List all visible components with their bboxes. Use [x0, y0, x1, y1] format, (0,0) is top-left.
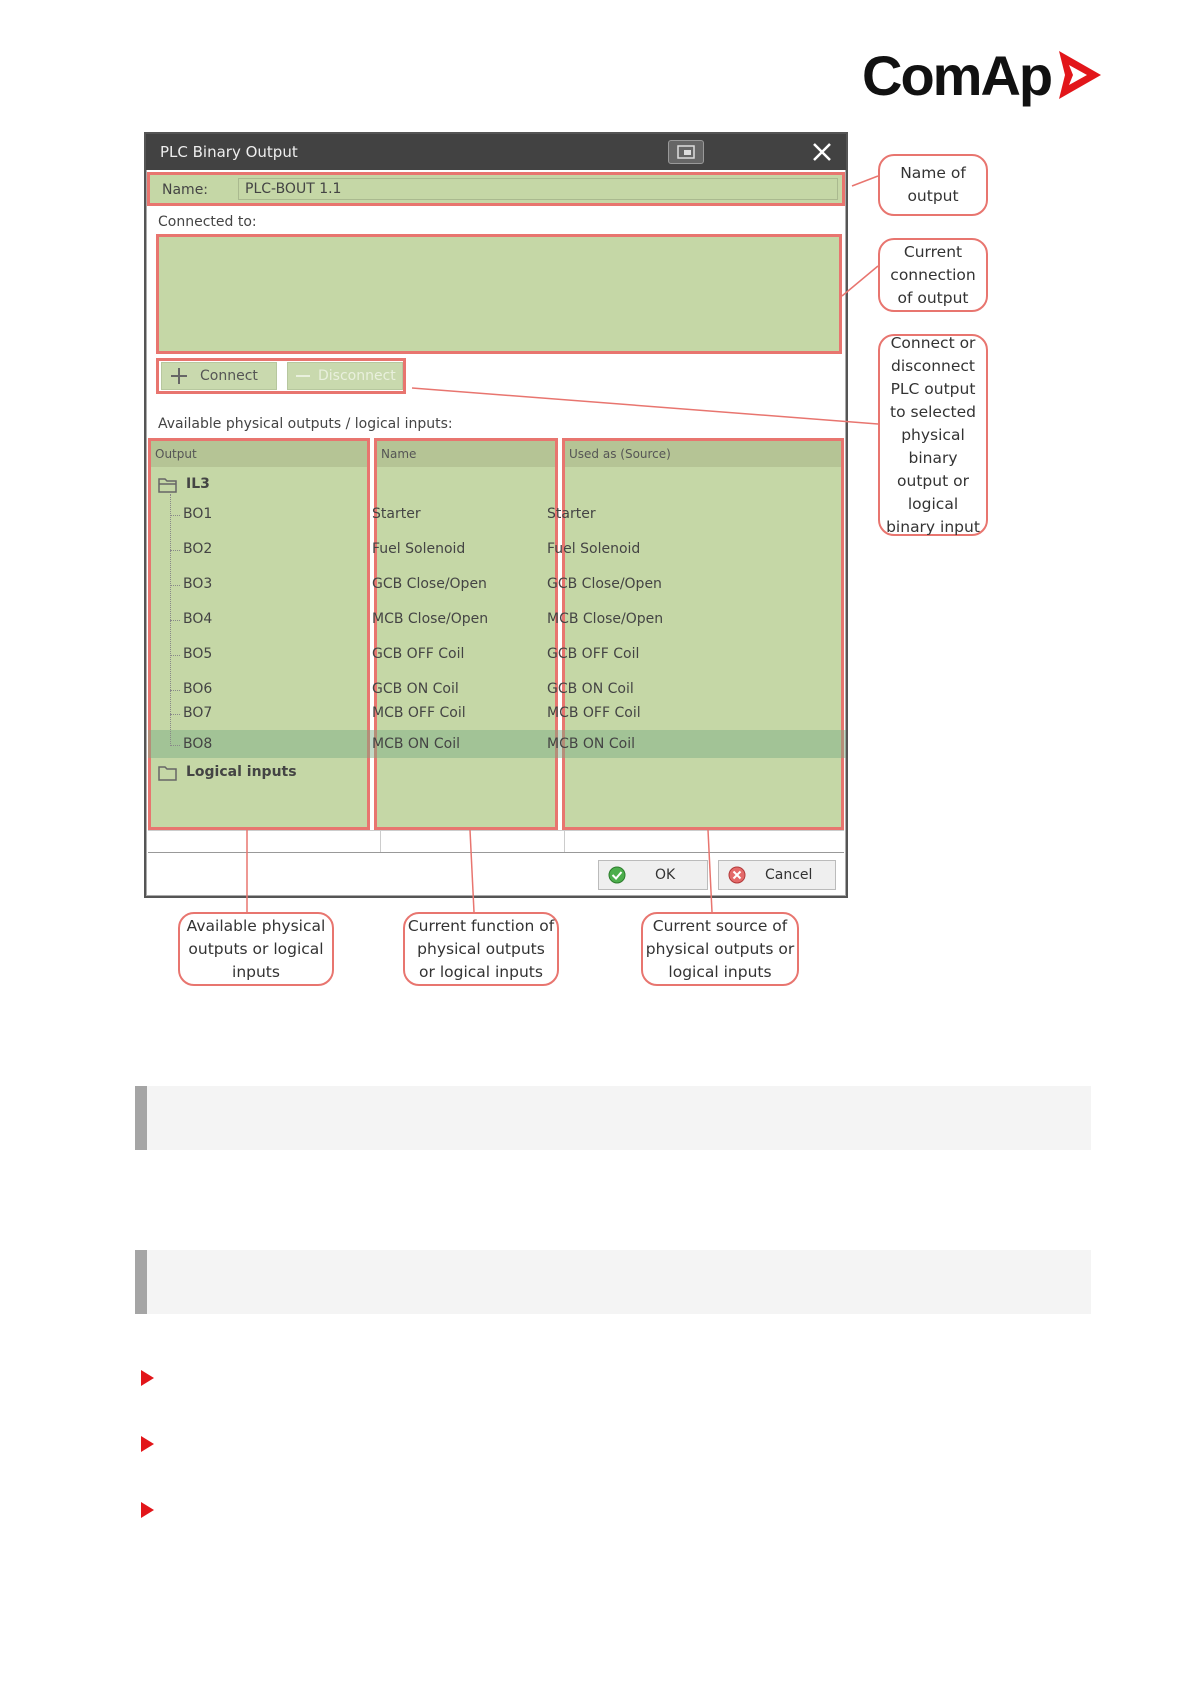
row-output: BO7: [183, 705, 213, 721]
column-header-name[interactable]: Name: [377, 441, 555, 467]
note-box: [135, 1086, 1091, 1150]
ok-label: OK: [655, 867, 676, 883]
row-output: BO3: [183, 576, 213, 592]
row-name: MCB Close/Open: [372, 611, 489, 627]
bullet-arrow-icon: [141, 1370, 154, 1386]
row-output: BO5: [183, 646, 213, 662]
row-output: BO2: [183, 541, 213, 557]
row-name: GCB OFF Coil: [372, 646, 465, 662]
row-output: BO1: [183, 506, 213, 522]
name-label: Name:: [162, 182, 209, 198]
callout-available: Available physical outputs or logical inputs: [178, 912, 334, 986]
column-header-output[interactable]: Output: [151, 441, 367, 467]
row-name: MCB ON Coil: [372, 736, 460, 752]
row-name: GCB Close/Open: [372, 576, 487, 592]
row-used-as: MCB OFF Coil: [547, 705, 641, 721]
note-box: [135, 1250, 1091, 1314]
dialog-title: PLC Binary Output: [160, 143, 298, 161]
name-value: PLC-BOUT 1.1: [245, 181, 342, 197]
row-used-as: GCB ON Coil: [547, 681, 634, 697]
row-name: Fuel Solenoid: [372, 541, 466, 557]
disconnect-label: Disconnect: [318, 368, 396, 384]
callout-current-source: Current source of physical outputs or logical inputs: [641, 912, 799, 986]
connected-to-label: Connected to:: [158, 214, 257, 230]
row-used-as: GCB Close/Open: [547, 576, 662, 592]
bullet-arrow-icon: [141, 1436, 154, 1452]
group-il3[interactable]: IL3: [186, 476, 210, 492]
row-output: BO6: [183, 681, 213, 697]
row-used-as: MCB Close/Open: [547, 611, 664, 627]
logo-text: ComAp: [862, 43, 1052, 107]
row-used-as: MCB ON Coil: [547, 736, 635, 752]
bullet-arrow-icon: [141, 1502, 154, 1518]
row-used-as: Fuel Solenoid: [547, 541, 641, 557]
row-name: Starter: [372, 506, 421, 522]
connect-label: Connect: [200, 368, 258, 384]
row-name: GCB ON Coil: [372, 681, 459, 697]
column-header-used-as[interactable]: Used as (Source): [565, 441, 841, 467]
row-output: BO4: [183, 611, 213, 627]
group-logical-inputs[interactable]: Logical inputs: [186, 764, 297, 780]
row-used-as: GCB OFF Coil: [547, 646, 640, 662]
callout-current-function: Current function of physical outputs or logical inputs: [403, 912, 559, 986]
callout-connect-disconnect: Connect or disconnect PLC output to selected physical binary output or logical binary input: [878, 334, 988, 536]
callout-name-of-output: Name of output: [878, 154, 988, 216]
available-label: Available physical outputs / logical inputs:: [158, 416, 453, 432]
row-name: MCB OFF Coil: [372, 705, 466, 721]
cancel-label: Cancel: [765, 867, 813, 883]
callout-current-connection: Current connection of output: [878, 238, 988, 312]
row-used-as: Starter: [547, 506, 596, 522]
row-output: BO8: [183, 736, 213, 752]
